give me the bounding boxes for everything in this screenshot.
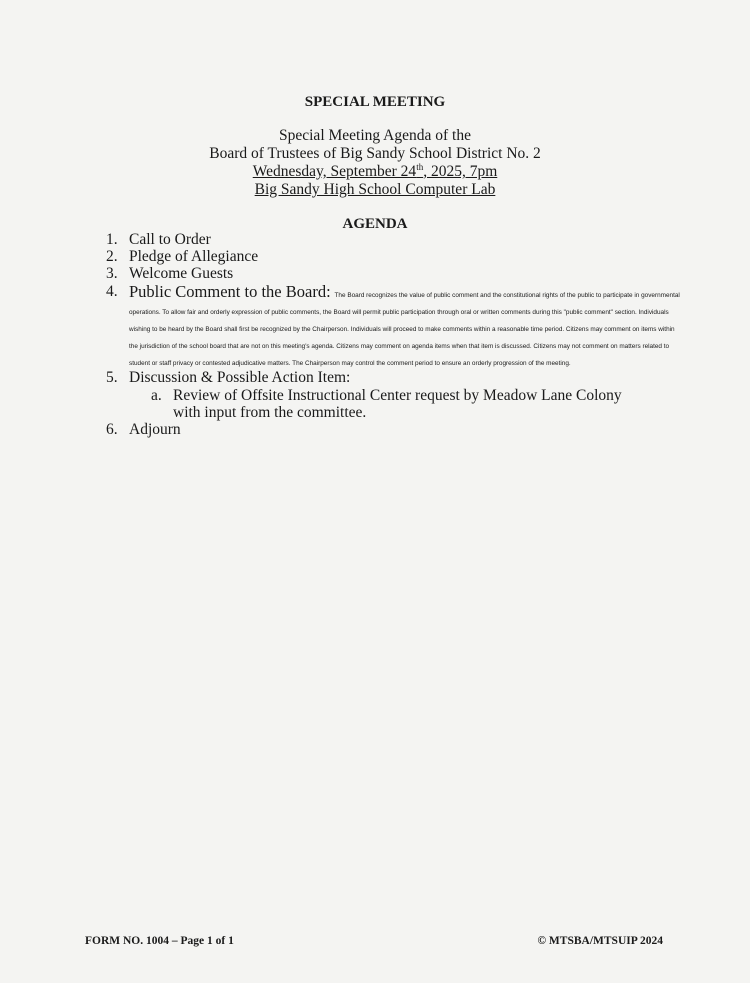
- form-number-footer: FORM NO. 1004 – Page 1 of 1: [85, 935, 234, 947]
- subitem-letter: a.: [151, 387, 162, 404]
- agenda-item-welcome-guests: [106, 265, 686, 282]
- meeting-header: [0, 127, 750, 199]
- item-label: Call to Order: [129, 231, 211, 248]
- discussion-block: [129, 369, 350, 386]
- item-label: Adjourn: [129, 421, 181, 438]
- item-label: Discussion & Possible Action Item:: [129, 369, 351, 386]
- agenda-item-pledge: [106, 248, 686, 265]
- item-number: 5.: [106, 369, 118, 386]
- meeting-date-rest: , 2025, 7pm: [423, 163, 498, 180]
- meeting-title: SPECIAL MEETING: [304, 94, 446, 110]
- item-number: 6.: [106, 421, 118, 438]
- meeting-date-text: Wednesday, September 24: [252, 163, 417, 180]
- item-number: 1.: [106, 231, 118, 248]
- public-comment-label: Public Comment to the Board:: [129, 282, 331, 301]
- header-line-agenda-of: Special Meeting Agenda of the: [279, 127, 471, 144]
- agenda-item-public-comment: [106, 283, 686, 369]
- copyright-footer: © MTSBA/MTSUIP 2024: [537, 935, 663, 947]
- agenda-item-discussion: [106, 369, 686, 386]
- item-number: 3.: [106, 265, 118, 282]
- item-label: Welcome Guests: [129, 265, 234, 282]
- subitem-text: Review of Offsite Instructional Center request by Meadow Lane Colony with input from the committee.: [173, 387, 622, 421]
- item-label: Pledge of Allegiance: [129, 248, 259, 265]
- agenda-item-adjourn: [106, 421, 686, 438]
- public-comment-block: [129, 283, 684, 369]
- agenda-list: [106, 231, 686, 438]
- agenda-subitem-offsite-center: [151, 387, 686, 421]
- meeting-date: [0, 163, 750, 181]
- item-number: 2.: [106, 248, 118, 265]
- meeting-location: Big Sandy High School Computer Lab: [254, 181, 496, 198]
- header-line-board: Board of Trustees of Big Sandy School District No. 2: [209, 145, 541, 162]
- agenda-item-call-to-order: [106, 231, 686, 248]
- meeting-date-ordinal: th: [416, 161, 424, 172]
- item-number: 4.: [106, 283, 118, 300]
- public-comment-policy: The Board recognizes the value of public comment and the constitutional rights of the public to participate in governmental operations. To allow fair and orderly expression of public comments, the Board will permit public participation through oral or written comments during this "public comment" section. Individuals wishing to be heard by the Board shall first be recognized by the Chairperson. Individuals will proceed to make comments within a reasonable time period. Citizens may comment on items within the jurisdiction of the school board that are not on this meeting's agenda. Citizens may comment on agenda items when that item is discussed. Citizens may not comment on matters related to student or staff privacy or contested adjudicative matters. The Chairperson may control the comment period to ensure an orderly progression of the meeting.: [129, 292, 680, 367]
- agenda-heading: AGENDA: [342, 216, 408, 232]
